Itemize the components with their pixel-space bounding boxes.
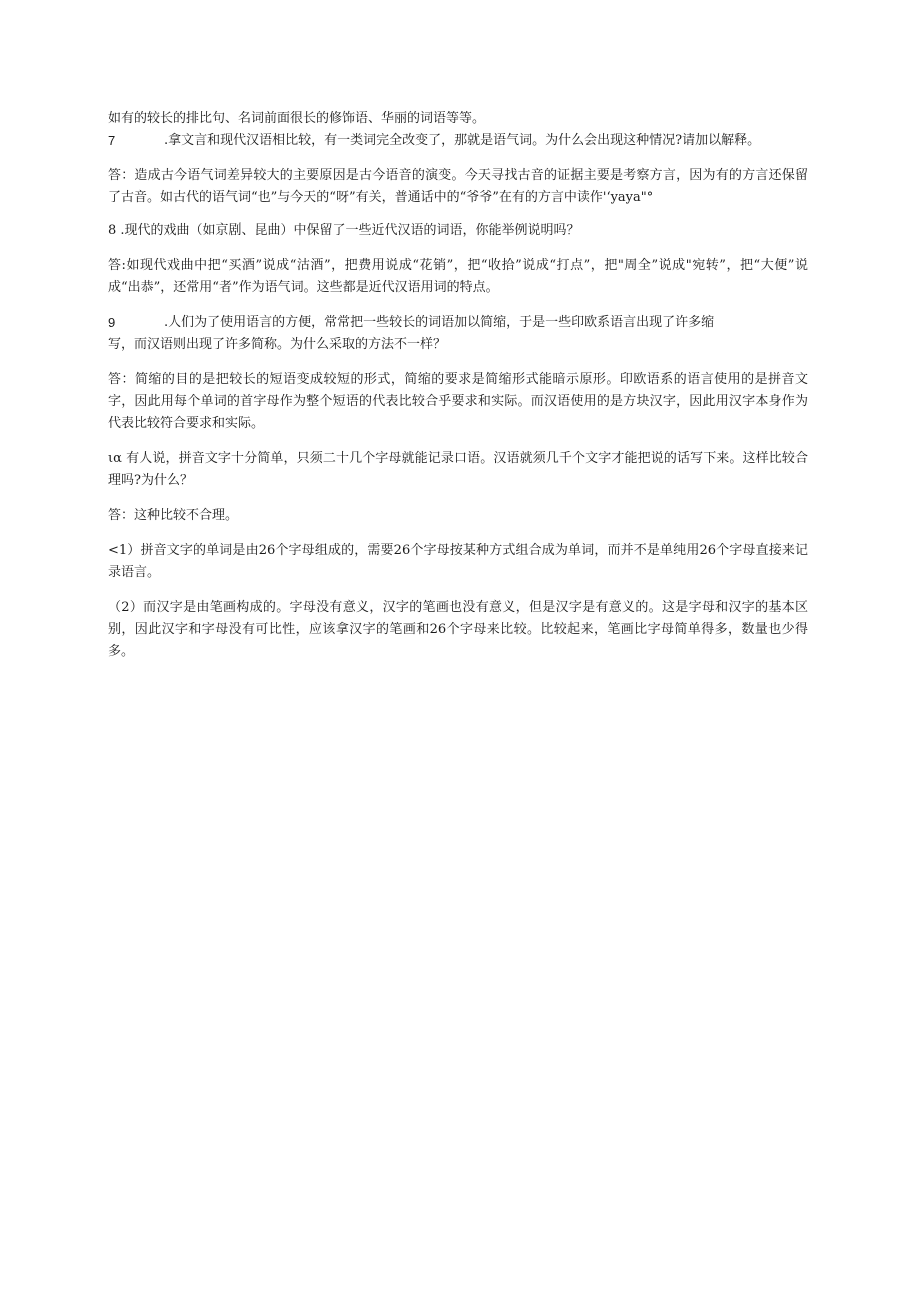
question-text: .拿文言和现代汉语相比较，有一类词完全改变了，那就是语气词。为什么会出现这种情况?请加以解释。 bbox=[164, 133, 761, 148]
paragraph-intro: 如有的较长的排比句、名词前面很长的修饰语、华丽的词语等等。 bbox=[108, 111, 486, 126]
answer-10-point-1: <1）拼音文字的单词是由26个字母组成的，需要26个字母按某种方式组合成为单词，而并不是单纯用26个字母直接来记录语言。 bbox=[108, 543, 808, 580]
question-number: 7 bbox=[108, 133, 116, 148]
question-7 bbox=[108, 130, 808, 152]
question-number: 9 bbox=[108, 315, 116, 330]
question-text-continued: 写，而汉语则出现了许多简称。为什么采取的方法不一样？ bbox=[108, 337, 447, 352]
answer-10: 答：这种比较不合理。 bbox=[108, 508, 239, 523]
answer-8: 答:如现代戏曲中把“买酒”说成“沽酒”，把费用说成“花销”，把“收拾”说成“打点”，把"周全”说成"宛转”，把“大便”说成“出恭”，还常用“者”作为语气词。这些都是近代汉语用词的特点。 bbox=[108, 258, 808, 295]
question-text: .人们为了使用语言的方便，常常把一些较长的词语加以简缩，于是一些印欧系语言出现了许多缩 bbox=[164, 315, 715, 330]
answer-7: 答：造成古今语气词差异较大的主要原因是古今语音的演变。今天寻找古音的证据主要是考察方言，因为有的方言还保留了古音。如古代的语气词“也”与今天的“呀”有关，普通话中的“爷爷”在有的方言中读作'‘yaya"° bbox=[108, 168, 808, 205]
answer-10-point-2: （2）而汉字是由笔画构成的。字母没有意义，汉字的笔画也没有意义，但是汉字是有意义的。这是字母和汉字的基本区别，因此汉字和字母没有可比性，应该拿汉字的笔画和26个字母来比较。比较起来，笔画比字母简单得多，数量也少得多。 bbox=[108, 600, 808, 659]
answer-9: 答：简缩的目的是把较长的短语变成较短的形式，简缩的要求是简缩形式能暗示原形。印欧语系的语言使用的是拼音文字，因此用每个单词的首字母作为整个短语的代表比较合乎要求和实际。而汉语使用的是方块汉字，因此用汉字本身作为代表比较符合要求和实际。 bbox=[108, 372, 808, 431]
question-8: 8 .现代的戏曲（如京剧、昆曲）中保留了一些近代汉语的词语，你能举例说明吗？ bbox=[108, 223, 580, 238]
question-9 bbox=[108, 312, 808, 356]
document-page bbox=[108, 108, 808, 663]
question-10: ια 有人说，拼音文字十分简单，只须二十几个字母就能记录口语。汉语就须几千个文字才能把说的话写下来。这样比较合理吗?为什么？ bbox=[108, 451, 808, 488]
